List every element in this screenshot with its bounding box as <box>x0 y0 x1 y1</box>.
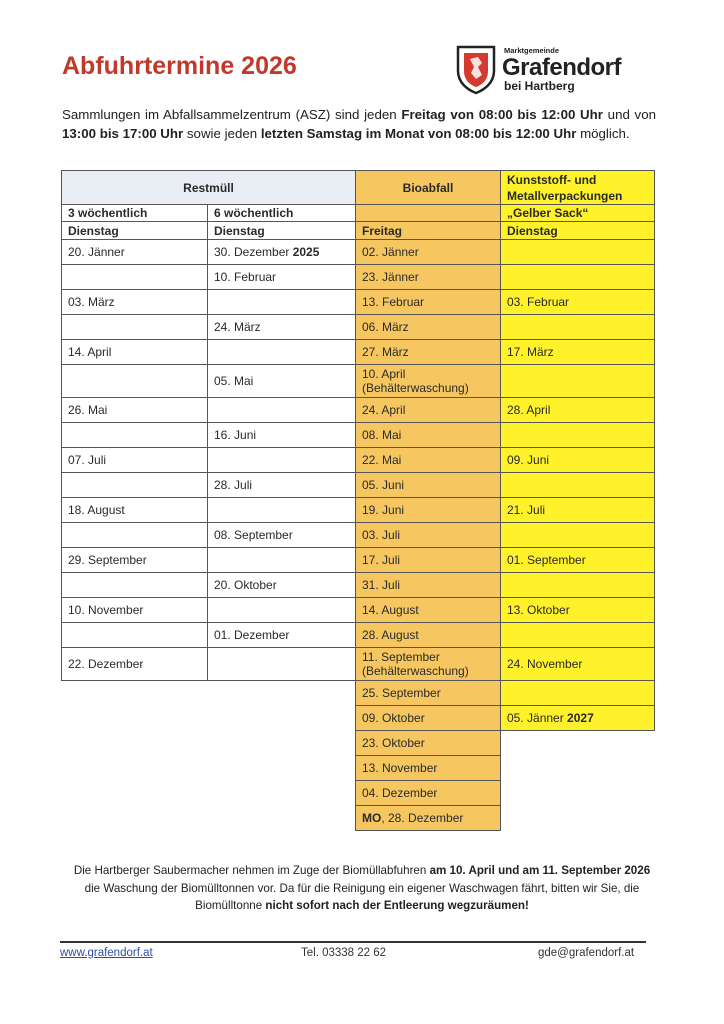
bioabfall-date: 28. August <box>355 622 501 648</box>
empty-cell <box>61 364 208 398</box>
empty-cell <box>61 572 208 598</box>
empty-cell <box>61 622 208 648</box>
restmuell-3w-date: 07. Juli <box>61 447 208 473</box>
gelber-sack-date <box>500 705 655 731</box>
logo-prefix: Marktgemeinde <box>504 46 560 55</box>
empty-cell <box>61 264 208 290</box>
restmuell-6w-date <box>207 239 356 265</box>
header-kunststoff: Kunststoff- und Metallverpackungen <box>500 170 655 205</box>
bioabfall-date-text: , 28. Dezember <box>381 811 464 825</box>
empty-cell <box>500 572 655 598</box>
gelber-sack-date: 17. März <box>500 339 655 365</box>
empty-cell <box>61 472 208 498</box>
empty-cell <box>500 522 655 548</box>
bioabfall-date: 13. November <box>355 755 501 781</box>
gelber-sack-date: 21. Juli <box>500 497 655 523</box>
empty-cell <box>500 364 655 398</box>
phone-number: Tel. 03338 22 62 <box>301 947 387 959</box>
empty-cell <box>500 314 655 340</box>
gelber-sack-date: 28. April <box>500 397 655 423</box>
header-gelber-sack: „Gelber Sack“ <box>500 204 655 222</box>
bioabfall-date: 14. August <box>355 597 501 623</box>
bioabfall-date: 22. Mai <box>355 447 501 473</box>
header-day-kunst: Dienstag <box>500 221 655 240</box>
empty-cell <box>61 422 208 448</box>
gelber-sack-date: 13. Oktober <box>500 597 655 623</box>
bioabfall-date: 05. Juni <box>355 472 501 498</box>
restmuell-3w-date: 18. August <box>61 497 208 523</box>
gelber-sack-year: 2027 <box>567 711 594 725</box>
empty-cell <box>61 314 208 340</box>
empty-cell <box>207 647 356 681</box>
bioabfall-date: 09. Oktober <box>355 705 501 731</box>
empty-cell <box>61 522 208 548</box>
gelber-sack-date: 09. Juni <box>500 447 655 473</box>
intro-text: Sammlungen im Abfallsammelzentrum (ASZ) sind jeden Freitag von 08:00 bis 12:00 Uhr und von 13:00 bis 17:00 Uhr sowie jeden letzten Samstag im Monat von 08:00 bis 12:00 Uhr möglich. <box>62 107 656 141</box>
logo-name: Grafendorf <box>502 54 622 81</box>
bioabfall-date: 04. Dezember <box>355 780 501 806</box>
bioabfall-weekday: MO <box>362 811 382 825</box>
restmuell-3w-date: 22. Dezember <box>61 647 208 681</box>
bioabfall-date: 25. September <box>355 680 501 706</box>
gelber-sack-date: 24. November <box>500 647 655 681</box>
restmuell-6w-date-text: 30. Dezember <box>214 245 293 259</box>
gelber-sack-date: 01. September <box>500 547 655 573</box>
empty-cell <box>207 447 356 473</box>
empty-cell <box>500 422 655 448</box>
restmuell-6w-date: 10. Februar <box>207 264 356 290</box>
empty-cell <box>207 397 356 423</box>
header-bioabfall: Bioabfall <box>355 170 501 205</box>
header-rest6: 6 wöchentlich <box>207 204 356 222</box>
restmuell-6w-date: 24. März <box>207 314 356 340</box>
coat-of-arms-icon <box>456 45 496 95</box>
page-title: Abfuhrtermine 2026 <box>62 52 297 80</box>
restmuell-6w-date: 20. Oktober <box>207 572 356 598</box>
email-address[interactable]: gde@grafendorf.at <box>538 947 635 959</box>
gelber-sack-date-text: 05. Jänner <box>507 711 568 725</box>
washing-notice: Die Hartberger Saubermacher nehmen im Zuge der Biomüllabfuhren am 10. April und am 11. September 2026 die Waschung der Biomülltonnen vor. Da für die Reinigung ein eigener Waschwagen fährt, bitten wir Sie, die Biomülltonne nicht sofort nach der Entleerung wegzuräumen! <box>73 864 651 912</box>
header-day-rest3: Dienstag <box>61 221 208 240</box>
header-rest3: 3 wöchentlich <box>61 204 208 222</box>
empty-cell <box>207 547 356 573</box>
bioabfall-date: 11. September (Behälterwaschung) <box>355 647 501 681</box>
empty-cell <box>500 239 655 265</box>
header-day-rest6: Dienstag <box>207 221 356 240</box>
municipality-logo <box>456 45 636 99</box>
restmuell-3w-date: 03. März <box>61 289 208 315</box>
header-day-bio: Freitag <box>355 221 501 240</box>
empty-cell <box>500 622 655 648</box>
header-restmuell: Restmüll <box>61 170 356 205</box>
restmuell-6w-date: 05. Mai <box>207 364 356 398</box>
empty-cell <box>500 472 655 498</box>
bioabfall-date: 19. Juni <box>355 497 501 523</box>
empty-cell <box>207 597 356 623</box>
restmuell-6w-year: 2025 <box>292 245 320 259</box>
bioabfall-date <box>355 805 501 831</box>
restmuell-3w-date: 10. November <box>61 597 208 623</box>
bioabfall-date: 08. Mai <box>355 422 501 448</box>
bioabfall-date: 31. Juli <box>355 572 501 598</box>
restmuell-6w-date: 01. Dezember <box>207 622 356 648</box>
header-bio-blank <box>355 204 501 222</box>
empty-cell <box>500 264 655 290</box>
restmuell-3w-date: 26. Mai <box>61 397 208 423</box>
bioabfall-date: 27. März <box>355 339 501 365</box>
website-link[interactable]: www.grafendorf.at <box>60 947 153 959</box>
bioabfall-date: 03. Juli <box>355 522 501 548</box>
bioabfall-date: 17. Juli <box>355 547 501 573</box>
bioabfall-date: 02. Jänner <box>355 239 501 265</box>
bioabfall-date: 24. April <box>355 397 501 423</box>
restmuell-6w-date: 08. September <box>207 522 356 548</box>
bioabfall-date: 23. Jänner <box>355 264 501 290</box>
restmuell-6w-date: 28. Juli <box>207 472 356 498</box>
footer-divider <box>60 941 646 943</box>
empty-cell <box>207 339 356 365</box>
logo-subtitle: bei Hartberg <box>504 79 575 93</box>
restmuell-6w-date: 16. Juni <box>207 422 356 448</box>
bioabfall-date: 06. März <box>355 314 501 340</box>
bioabfall-date: 23. Oktober <box>355 730 501 756</box>
empty-cell <box>500 680 655 706</box>
gelber-sack-date: 03. Februar <box>500 289 655 315</box>
bioabfall-date: 10. April (Behälterwaschung) <box>355 364 501 398</box>
empty-cell <box>207 289 356 315</box>
empty-cell <box>207 497 356 523</box>
bioabfall-date: 13. Februar <box>355 289 501 315</box>
restmuell-3w-date: 29. September <box>61 547 208 573</box>
restmuell-3w-date: 14. April <box>61 339 208 365</box>
restmuell-3w-date: 20. Jänner <box>61 239 208 265</box>
